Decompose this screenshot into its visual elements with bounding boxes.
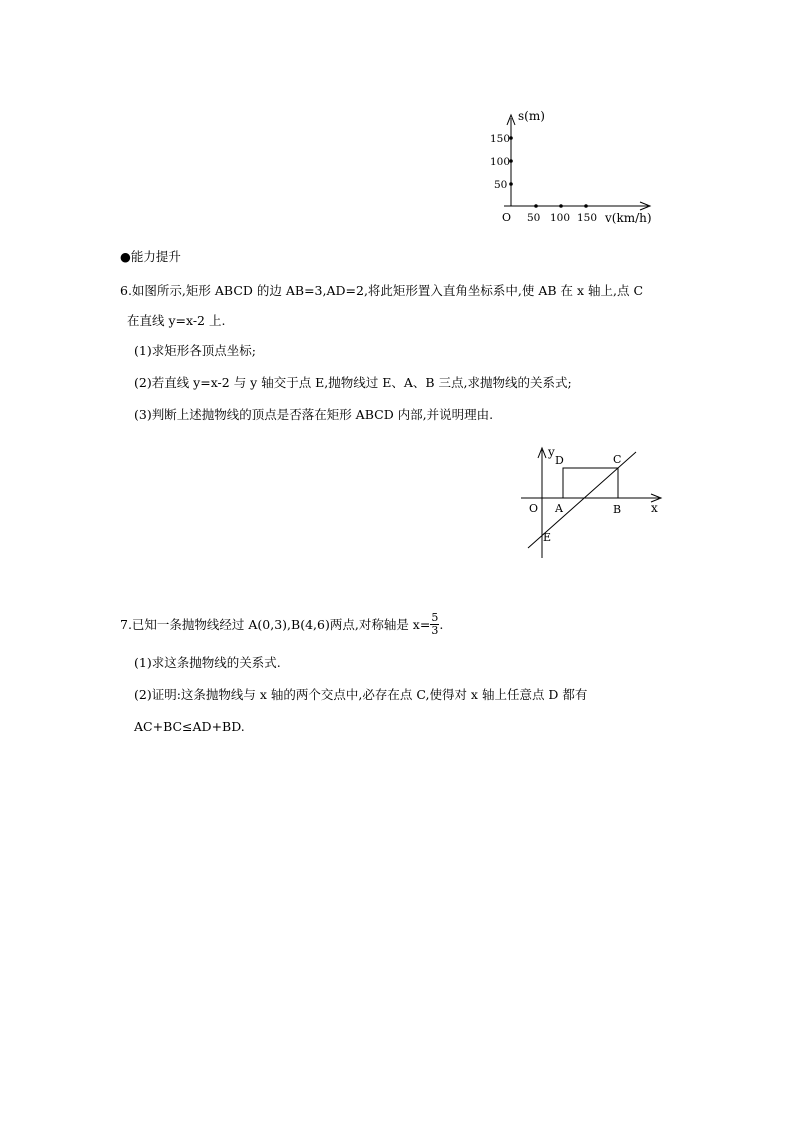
point-a-label: A (555, 502, 563, 515)
x-axis-label: x (651, 501, 658, 515)
point-c-label: C (613, 453, 622, 466)
q7-part2-line2: AC+BC≤AD+BD. (134, 719, 245, 734)
fraction-denominator: 3 (431, 624, 439, 637)
q7-part1: (1)求这条抛物线的关系式. (134, 655, 281, 670)
y-tick-label: 150 (490, 133, 511, 145)
x-axis-label: v(km/h) (605, 211, 652, 225)
data-point (534, 204, 538, 208)
origin-label: O (529, 502, 539, 515)
section-heading: ●能力提升 (120, 249, 181, 264)
x-tick-label: 150 (577, 212, 598, 224)
data-point (509, 182, 513, 186)
fraction-five-thirds (430, 612, 439, 637)
q7-stem-end: . (439, 617, 444, 632)
graph-rectangle-line (515, 440, 675, 565)
q7-stem-text: 7.已知一条抛物线经过 A(0,3),B(4,6)两点,对称轴是 x= (120, 617, 431, 632)
y-tick-label: 50 (494, 179, 508, 191)
y-tick-label: 100 (490, 156, 511, 168)
q6-part2: (2)若直线 y=x-2 与 y 轴交于点 E,抛物线过 E、A、B 三点,求抛物线的关系式; (134, 375, 572, 390)
data-point (584, 204, 588, 208)
point-d-label: D (555, 454, 564, 467)
origin-label: O (502, 211, 512, 224)
point-e-label: E (543, 531, 552, 544)
q6-stem-line1: 6.如图所示,矩形 ABCD 的边 AB=3,AD=2,将此矩形置入直角坐标系中,使 AB 在 x 轴上,点 C (120, 283, 644, 298)
y-axis-label: s(m) (518, 109, 545, 123)
rectangle-abcd (563, 468, 618, 498)
y-axis-label: y (548, 445, 555, 459)
fraction-numerator: 5 (431, 611, 439, 624)
x-tick-label: 50 (527, 212, 541, 224)
q6-stem-line2: 在直线 y=x-2 上. (127, 313, 226, 328)
q7-part2-line1: (2)证明:这条抛物线与 x 轴的两个交点中,必存在点 C,使得对 x 轴上任意点 D 都有 (134, 687, 588, 702)
x-tick-label: 100 (550, 212, 571, 224)
data-point (559, 204, 563, 208)
point-b-label: B (613, 503, 622, 516)
graph-speed-distance (480, 100, 680, 230)
q6-part1: (1)求矩形各顶点坐标; (134, 343, 256, 358)
q7-stem (120, 613, 443, 638)
q6-part3: (3)判断上述抛物线的顶点是否落在矩形 ABCD 内部,并说明理由. (134, 407, 494, 422)
